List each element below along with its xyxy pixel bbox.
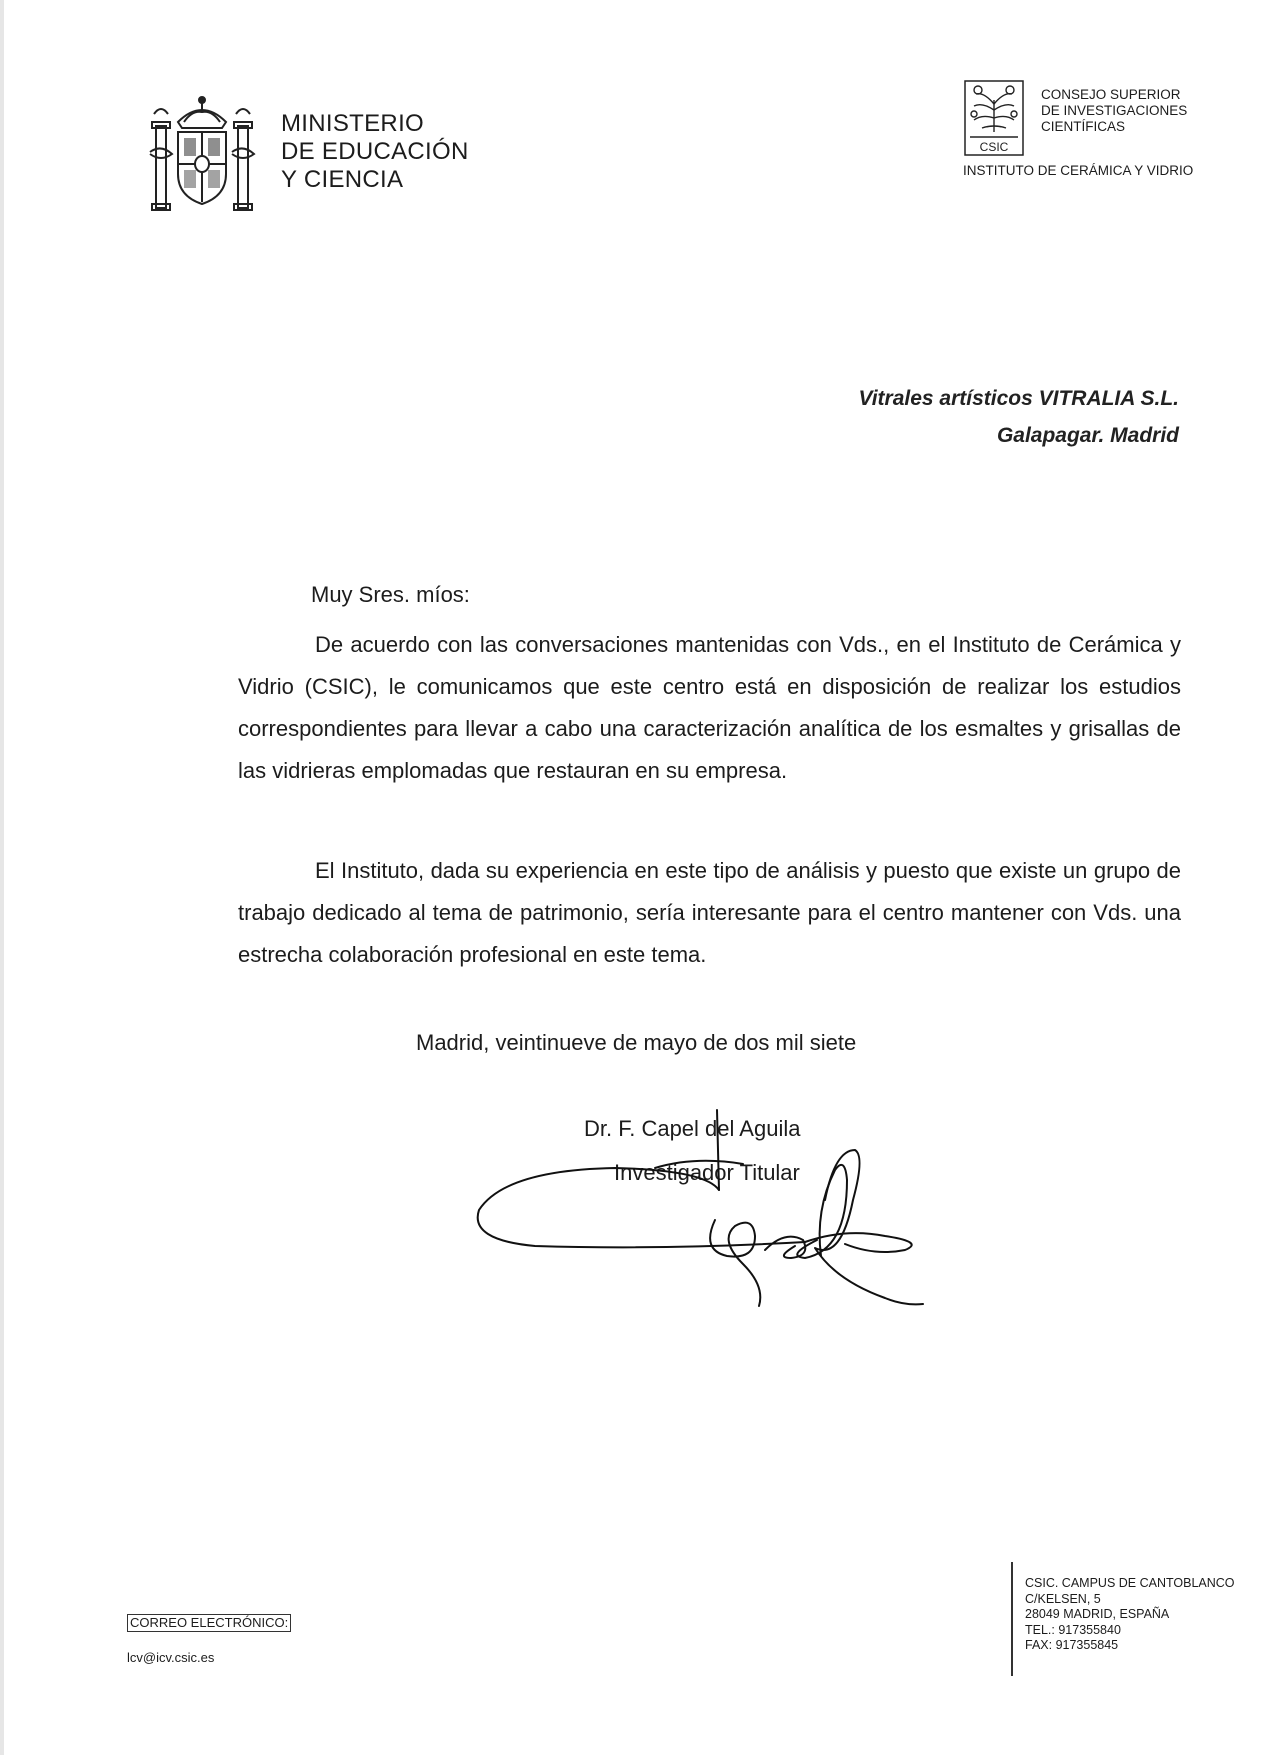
csic-council-name <box>1041 87 1187 135</box>
csic-logo-text: CSIC <box>979 140 1009 154</box>
address-line: CSIC. CAMPUS DE CANTOBLANCO <box>1025 1576 1235 1590</box>
body-paragraph: El Instituto, dada su experiencia en este tipo de análisis y puesto que existe un grupo de trabajo dedicado al tema de patrimonio, sería interesante para el centro mantener con Vds. una estrecha colaboración profesional en este tema. <box>238 858 1181 967</box>
ministry-line: DE EDUCACIÓN <box>281 138 469 165</box>
date-line: Madrid, veintinueve de mayo de dos mil siete <box>416 1030 857 1055</box>
address-line: TEL.: 917355840 <box>1025 1622 1121 1637</box>
address-divider <box>1011 1562 1013 1676</box>
email-address[interactable]: lcv@icv.csic.es <box>127 1650 215 1665</box>
recipient-block <box>858 380 1179 454</box>
body-paragraph: De acuerdo con las conversaciones mantenidas con Vds., en el Instituto de Cerámica y Vidrio (CSIC), le comunicamos que este centro está en disposición de realizar los estudios correspondientes para llevar a cabo una caracterización analítica de los esmaltes y grisallas de las vidrieras emplomadas que restauran en su empresa. <box>238 632 1181 783</box>
csic-line: CIENTÍFICAS <box>1041 119 1126 134</box>
ministry-line: MINISTERIO <box>281 110 425 137</box>
ministry-name <box>281 110 469 194</box>
address-block <box>1025 1576 1235 1654</box>
email-label: CORREO ELECTRÓNICO: <box>127 1614 291 1632</box>
institute-name: INSTITUTO DE CERÁMICA Y VIDRIO <box>963 163 1194 178</box>
recipient-location: Galapagar. Madrid <box>996 424 1179 447</box>
address-line: FAX: 917355845 <box>1025 1638 1119 1652</box>
recipient-name: Vitrales artísticos VITRALIA S.L. <box>858 387 1179 410</box>
address-line: C/KELSEN, 5 <box>1025 1591 1101 1606</box>
signer-title: Investigador Titular <box>614 1160 800 1185</box>
coat-of-arms-icon <box>148 92 256 214</box>
scan-edge <box>0 0 4 1755</box>
ministry-line: Y CIENCIA <box>281 166 404 193</box>
salutation: Muy Sres. míos: <box>311 582 470 607</box>
csic-line: DE INVESTIGACIONES <box>1041 103 1188 118</box>
csic-line: CONSEJO SUPERIOR <box>1041 87 1181 102</box>
csic-logo-icon <box>964 80 1024 156</box>
signer-name: Dr. F. Capel del Aguila <box>584 1116 801 1141</box>
address-line: 28049 MADRID, ESPAÑA <box>1025 1607 1170 1621</box>
handwritten-signature <box>465 1060 965 1310</box>
